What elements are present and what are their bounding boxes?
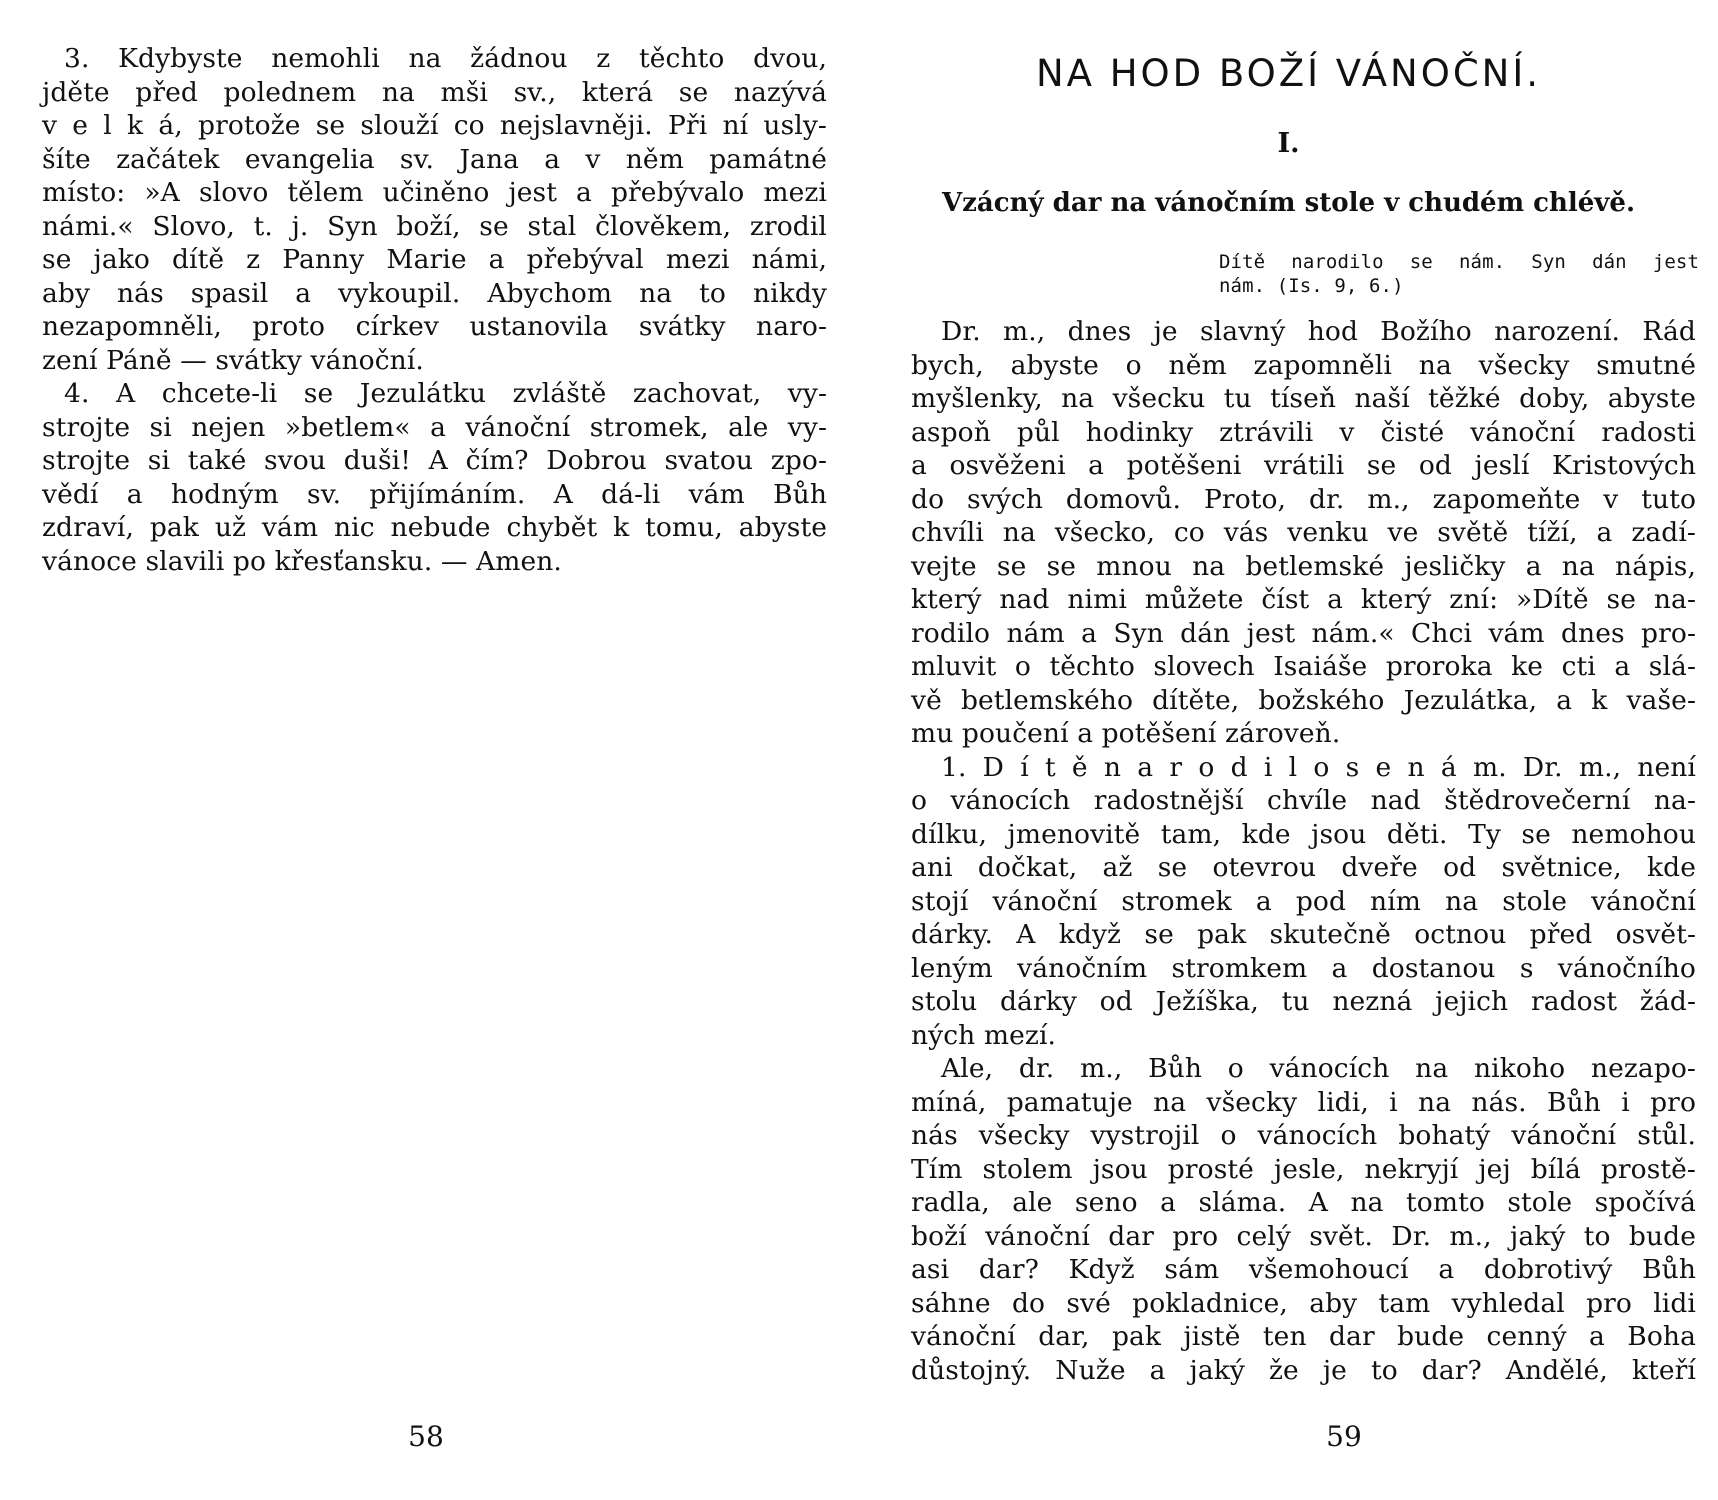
text-line: aspoň půl hodinky ztrávili v čisté vánoční radosti — [911, 416, 1696, 448]
text-line: šíte začátek evangelia sv. Jana a v něm památné — [42, 143, 827, 175]
text-line: do svých domovů. Proto, dr. m., zapomeňte v tuto — [911, 483, 1696, 515]
text-line: Dr. m., dnes je slavný hod Božího narození. Rád — [941, 316, 1696, 347]
left-page-body — [42, 42, 827, 578]
text-line: boží vánoční dar pro celý svět. Dr. m., jaký to bude — [911, 1220, 1696, 1252]
text-line: vejte se se mnou na betlemské jesličky a na nápis, — [911, 550, 1696, 582]
text-line: stolu dárky od Ježíška, tu nezná jejich radost žád- — [911, 986, 1696, 1017]
text-line: se jako dítě z Panny Marie a přebýval mezi námi, — [42, 244, 827, 275]
text-line: míná, pamatuje na všecky lidi, i na nás. Bůh i pro — [911, 1086, 1696, 1118]
text-line: vě betlemského dítěte, božského Jezulátka, a k vaše- — [911, 684, 1696, 716]
text-line: 4. A chcete-li se Jezulátku zvláště zachovat, vy- — [64, 378, 827, 409]
sermon-subtitle: Vzácný dar na vánočním stole v chudém chlévě. — [941, 188, 1636, 218]
text-line: nezapomněli, proto církev ustanovila svátky naro- — [42, 311, 827, 342]
motto-line: nám. (Is. 9, 6.) — [1219, 275, 1404, 297]
text-line: a osvěženi a potěšeni vrátili se od jeslí Kristových — [911, 450, 1696, 481]
text-line: sáhne do své pokladnice, aby tam vyhledal pro lidi — [911, 1287, 1696, 1319]
text-line: radla, ale seno a sláma. A na tomto stole spočívá — [911, 1187, 1696, 1218]
text-line: strojte si nejen »betlem« a vánoční stromek, ale vy- — [42, 411, 827, 443]
page-number: 59 — [1326, 1420, 1362, 1453]
text-line: místo: »A slovo tělem učiněno jest a přebývalo mezi — [42, 177, 827, 208]
text-line: strojte si také svou duši! A čím? Dobrou svatou zpo- — [42, 445, 827, 476]
text-line: vědí a hodným sv. přijímáním. A dá-li vám Bůh — [42, 478, 827, 510]
text-line: námi.« Slovo, t. j. Syn boží, se stal člověkem, zrodil — [42, 210, 827, 242]
scripture-motto — [1219, 250, 1699, 298]
text-line: dílku, jmenovitě tam, kde jsou děti. Ty se nemohou — [911, 818, 1696, 850]
text-line: chvíli na všecko, co vás venku ve světě tíží, a zadí- — [911, 517, 1696, 548]
text-line: mluvit o těchto slovech Isaiáše proroka ke cti a slá- — [911, 651, 1696, 682]
text-line: který nad nimi můžete číst a který zní: »Dítě se na- — [911, 584, 1696, 615]
text-line: o vánocích radostnější chvíle nad štědrovečerní na- — [911, 785, 1696, 816]
text-line: bych, abyste o něm zapomněli na všecky smutné — [911, 349, 1696, 381]
section-number: I. — [1277, 128, 1300, 159]
text-line: zení Páně — svátky vánoční. — [42, 344, 424, 376]
text-line: zdraví, pak už vám nic nebude chybět k tomu, abyste — [42, 512, 827, 543]
page-number: 58 — [408, 1420, 444, 1453]
text-line: Ale, dr. m., Bůh o vánocích na nikoho nezapo- — [941, 1053, 1696, 1084]
text-line: leným vánočním stromkem a dostanou s vánočního — [911, 952, 1696, 984]
text-line: 1. D í t ě n a r o d i l o s e n á m. Dr. m., není — [941, 751, 1696, 783]
text-line: jděte před polednem na mši sv., která se nazývá — [42, 76, 827, 108]
text-line: aby nás spasil a vykoupil. Abychom na to nikdy — [42, 277, 827, 309]
text-line: stojí vánoční stromek a pod ním na stole vánoční — [911, 885, 1696, 917]
text-line: myšlenky, na všecku tu tíseň naší těžké doby, abyste — [911, 383, 1696, 414]
text-line: nás všecky vystrojil o vánocích bohatý vánoční stůl. — [911, 1120, 1696, 1151]
right-page — [859, 0, 1718, 1500]
text-line: v e l k á, protože se slouží co nejslavněji. Při ní usly- — [42, 110, 827, 141]
text-line: rodilo nám a Syn dán jest nám.« Chci vám dnes pro- — [911, 617, 1696, 649]
text-line: důstojný. Nuže a jaký že je to dar? Andělé, kteří — [911, 1354, 1696, 1386]
right-page-body — [911, 315, 1696, 1387]
text-line: asi dar? Když sám všemohoucí a dobrotivý Bůh — [911, 1254, 1696, 1285]
text-line: Tím stolem jsou prosté jesle, nekryjí jej bílá prostě- — [911, 1153, 1696, 1185]
text-line: mu poučení a potěšení zároveň. — [911, 718, 1341, 749]
text-line: dárky. A když se pak skutečně octnou před osvět- — [911, 919, 1696, 950]
text-line: vánoce slavili po křesťansku. — Amen. — [42, 545, 562, 577]
text-line: ani dočkat, až se otevrou dveře od světnice, kde — [911, 852, 1696, 883]
text-line: vánoční dar, pak jistě ten dar bude cenný a Boha — [911, 1321, 1696, 1352]
text-line: 3. Kdybyste nemohli na žádnou z těchto dvou, — [64, 43, 827, 74]
motto-line: Dítě narodilo se nám. Syn dán jest — [1219, 251, 1699, 273]
text-line: ných mezí. — [911, 1019, 1057, 1051]
chapter-title: NA HOD BOŽÍ VÁNOČNÍ. — [1035, 52, 1542, 95]
